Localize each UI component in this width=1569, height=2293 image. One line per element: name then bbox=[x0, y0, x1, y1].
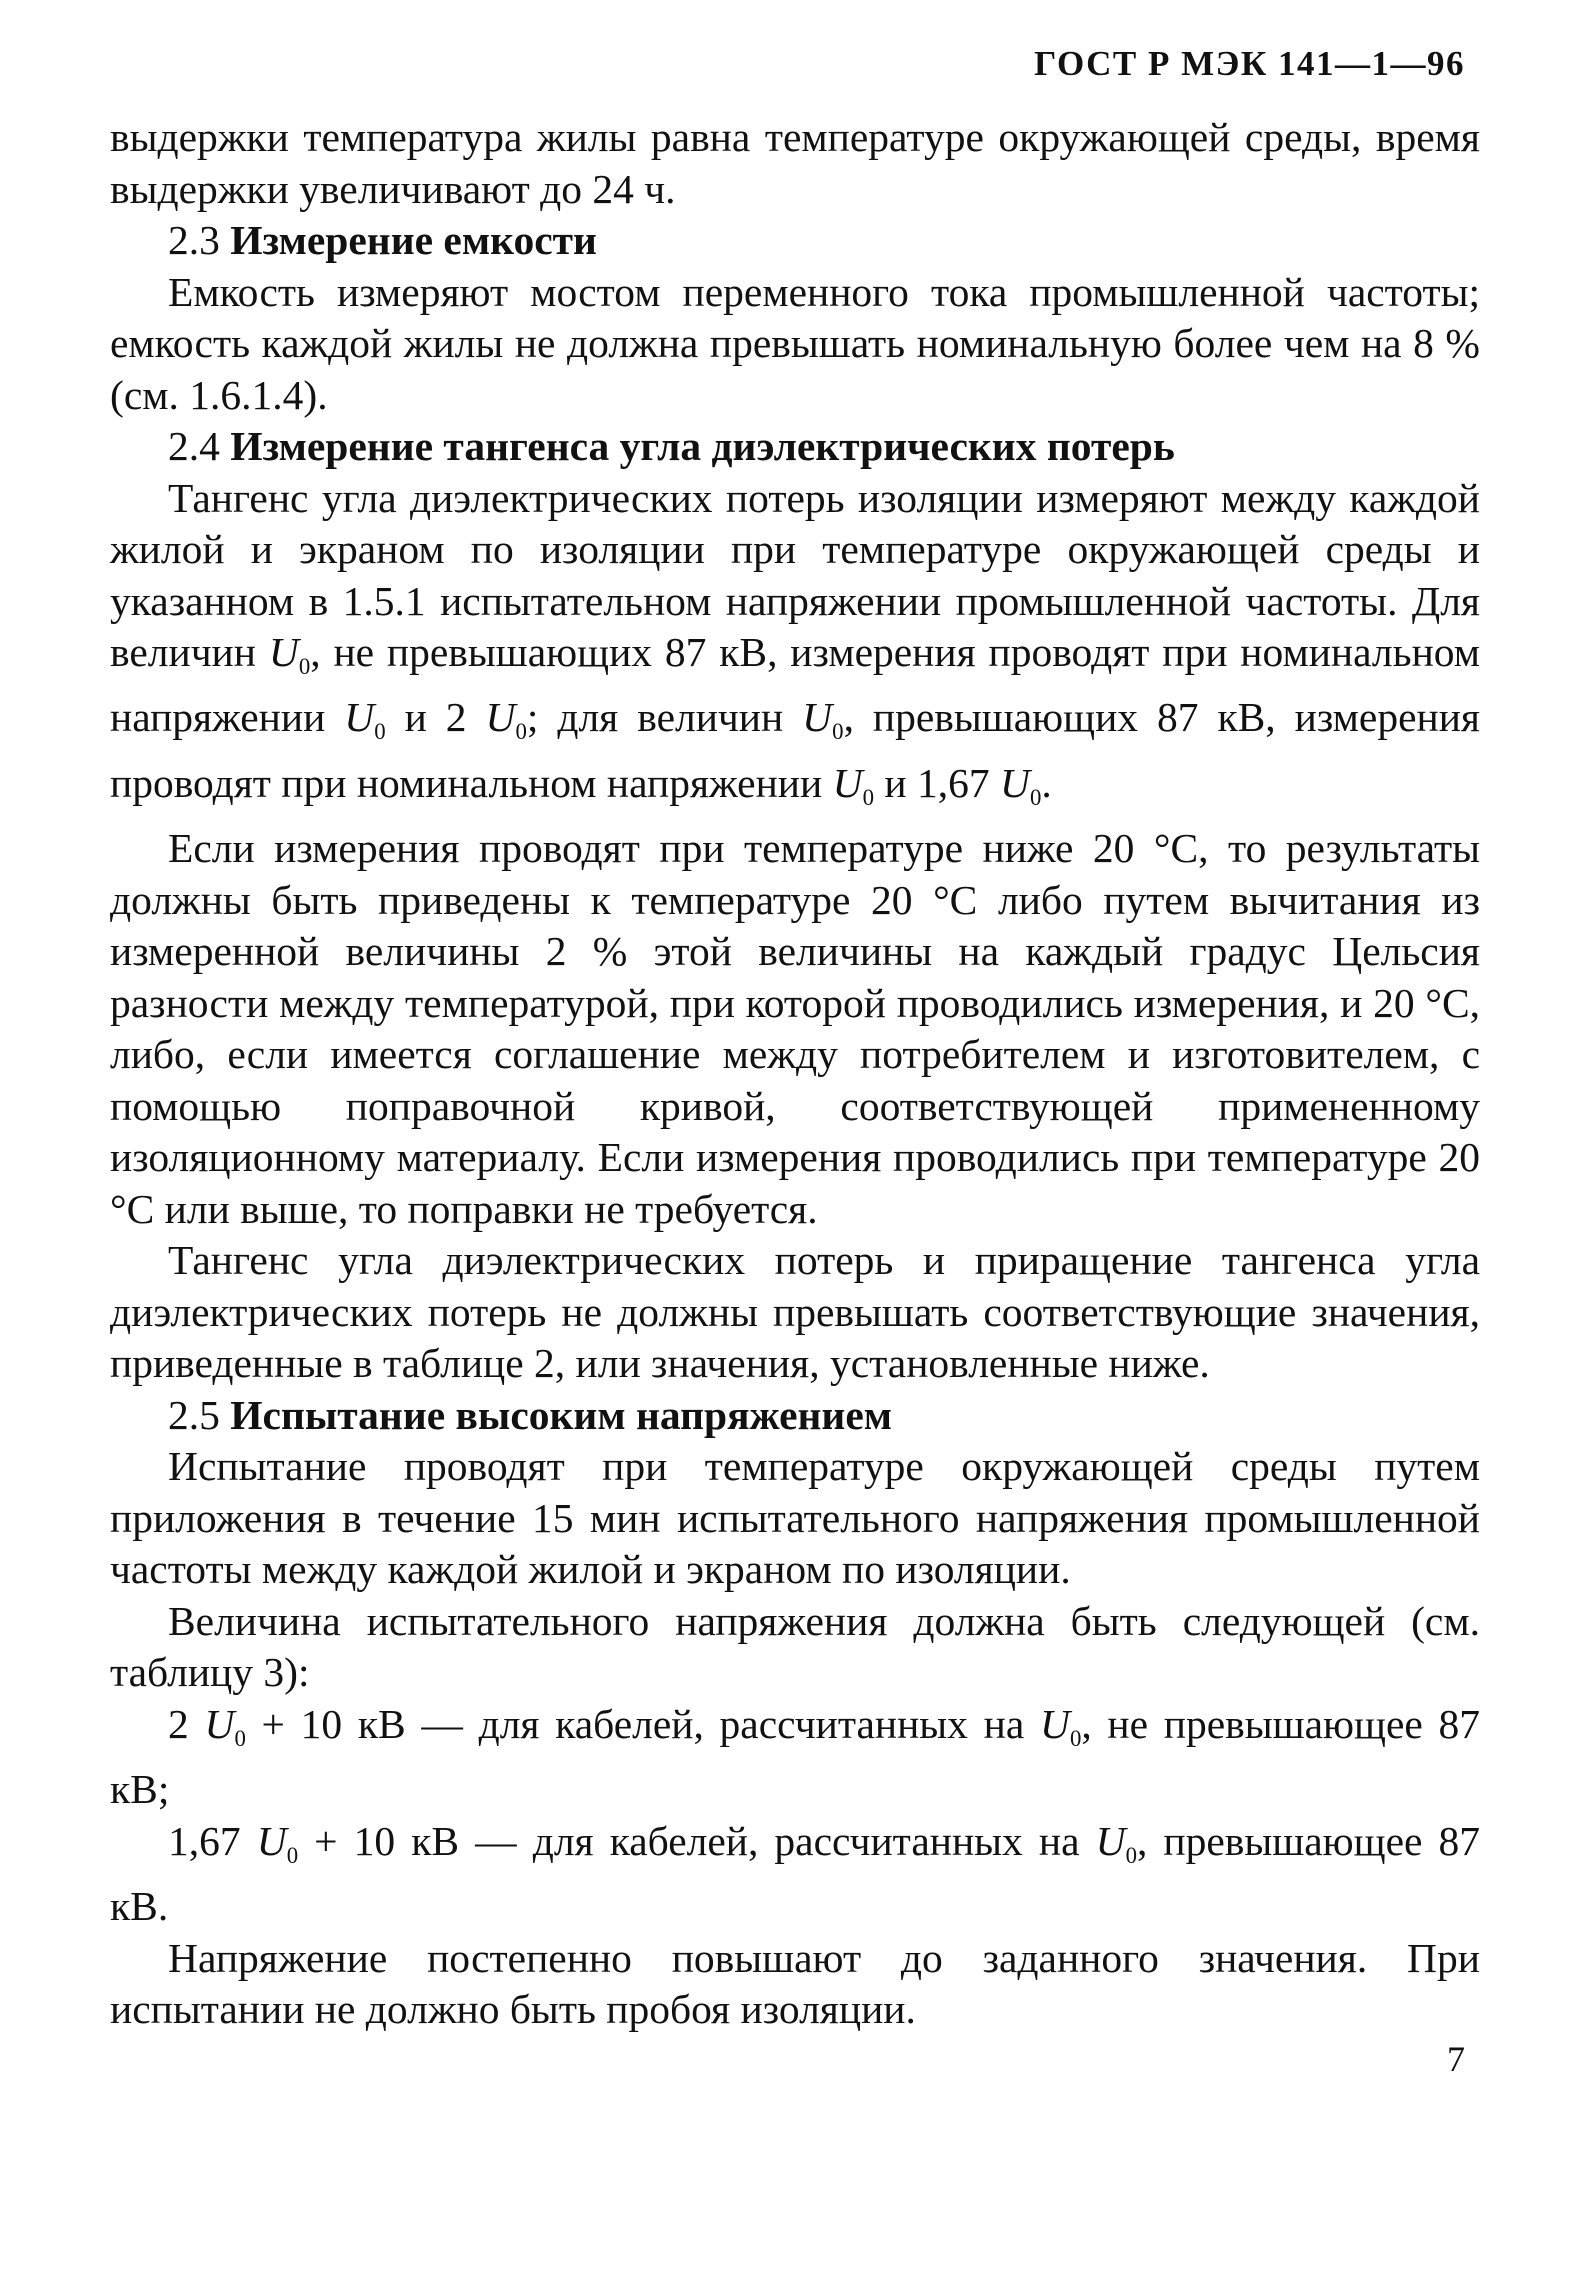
text-run: и 1,67 bbox=[884, 759, 990, 806]
symbol-letter: U bbox=[832, 759, 863, 806]
paragraph-continuation: выдержки температура жилы равна температуре окружающей среды, время выдержки увеличивают до 24 ч. bbox=[110, 114, 1480, 212]
symbol-subscript: 0 bbox=[1125, 1842, 1137, 1868]
formula-line-1 bbox=[110, 1699, 1480, 1816]
u0-symbol bbox=[256, 1817, 299, 1868]
text-run: и 2 bbox=[404, 694, 467, 741]
u0-symbol bbox=[1095, 1817, 1137, 1868]
paragraph-test-voltage: Величина испытательного напряжения должна быть следующей (см. таблицу 3): bbox=[110, 1597, 1480, 1696]
symbol-letter: U bbox=[268, 629, 299, 675]
symbol-letter: U bbox=[999, 759, 1030, 806]
u0-symbol bbox=[344, 694, 386, 745]
paragraph-hv-test: Испытание проводят при температуре окружающей среды путем приложения в течение 15 мин испытательного напряжения промышленной частоты между каждой жилой и экраном по изоляции. bbox=[110, 1443, 1480, 1593]
text-run: ; для величин bbox=[526, 694, 784, 741]
symbol-letter: U bbox=[485, 694, 516, 741]
section-number: 2.5 bbox=[168, 1391, 220, 1438]
text-run: Тангенс угла диэлектрических потерь изоляции измеряют между каждой жилой и экраном по изоляции при температуре окружающей среды и указанном в 1.5.1 испытательном напряжении промышленной частоты. Для величин bbox=[110, 474, 1480, 675]
formula-coefficient: 1,67 bbox=[168, 1817, 241, 1864]
page-number: 7 bbox=[1447, 2039, 1465, 2079]
section-heading-2-3 bbox=[110, 215, 1480, 267]
symbol-letter: U bbox=[1095, 1817, 1126, 1864]
paragraph-capacitance: Емкость измеряют мостом переменного тока промышленной частоты; емкость каждой жилы не должна превышать номинальную более чем на 8 % (см. 1.6.1.4). bbox=[110, 268, 1480, 418]
symbol-letter: U bbox=[204, 1700, 235, 1747]
text-run: , превышающих 87 кВ, измерения проводят при номинальном напряжении bbox=[110, 694, 1480, 806]
u0-symbol bbox=[485, 694, 527, 745]
page-body bbox=[110, 112, 1480, 2036]
symbol-letter: U bbox=[344, 694, 375, 741]
section-heading-2-5 bbox=[110, 1390, 1480, 1442]
formula-text: + 10 кВ — для кабелей, рассчитанных на bbox=[314, 1817, 1080, 1864]
formula-text: + 10 кВ — для кабелей, рассчитанных на bbox=[261, 1700, 1025, 1747]
text-run: . bbox=[1041, 759, 1052, 806]
symbol-subscript: 0 bbox=[1029, 784, 1042, 810]
u0-symbol bbox=[268, 629, 311, 679]
running-header: ГОСТ Р МЭК 141—1—96 bbox=[1034, 44, 1465, 83]
section-title: Измерение тангенса угла диэлектрических потерь bbox=[230, 423, 1175, 469]
symbol-letter: U bbox=[1039, 1700, 1070, 1747]
section-number: 2.3 bbox=[168, 217, 220, 263]
u0-symbol bbox=[832, 759, 874, 810]
symbol-letter: U bbox=[256, 1817, 287, 1864]
paragraph-limits: Тангенс угла диэлектрических потерь и приращение тангенса угла диэлектрических потерь не должны превышать соответствующие значения, приведенные в таблице 2, или значения, установленные ниже. bbox=[110, 1237, 1480, 1387]
text-run: , не превышающих 87 кВ, измерения проводят при номинальном напряжении bbox=[110, 629, 1480, 741]
symbol-subscript: 0 bbox=[286, 1842, 299, 1868]
symbol-letter: U bbox=[802, 694, 833, 741]
u0-symbol bbox=[802, 694, 844, 745]
u0-symbol bbox=[999, 759, 1042, 810]
paragraph-voltage-increase: Напряжение постепенно повышают до заданного значения. При испытании не должно быть пробоя изоляции. bbox=[110, 1934, 1480, 2033]
symbol-subscript: 0 bbox=[234, 1725, 246, 1751]
paragraph-temperature-correction: Если измерения проводят при температуре ниже 20 °С, то результаты должны быть приведены к температуре 20 °С либо путем вычитания из измеренной величины 2 % этой величины на каждый градус Цельсия разности между температурой, при которой проводились измерения, и 20 °С, либо, если имеется соглашение между потребителем и изготовителем, с помощью поправочной кривой, соответствующей примененному изоляционному материалу. Если измерения проводились при температуре 20 °С или выше, то поправки не требуется. bbox=[110, 825, 1480, 1232]
formula-text: , превышающее 87 кВ. bbox=[110, 1817, 1481, 1930]
symbol-subscript: 0 bbox=[515, 719, 527, 745]
symbol-subscript: 0 bbox=[832, 719, 844, 745]
symbol-subscript: 0 bbox=[862, 784, 874, 810]
section-heading-2-4 bbox=[110, 421, 1480, 473]
symbol-subscript: 0 bbox=[1069, 1725, 1082, 1751]
paragraph-tan-delta bbox=[110, 473, 1480, 824]
formula-coefficient: 2 bbox=[168, 1700, 189, 1747]
section-title: Измерение емкости bbox=[230, 217, 597, 263]
section-title: Испытание высоким напряжением bbox=[230, 1391, 893, 1438]
symbol-subscript: 0 bbox=[374, 719, 386, 745]
section-number: 2.4 bbox=[168, 423, 220, 469]
symbol-subscript: 0 bbox=[298, 653, 311, 679]
formula-text: , не превышающее 87 кВ; bbox=[110, 1700, 1480, 1813]
formula-line-2 bbox=[110, 1816, 1480, 1933]
u0-symbol bbox=[1039, 1700, 1082, 1751]
u0-symbol bbox=[204, 1700, 246, 1751]
